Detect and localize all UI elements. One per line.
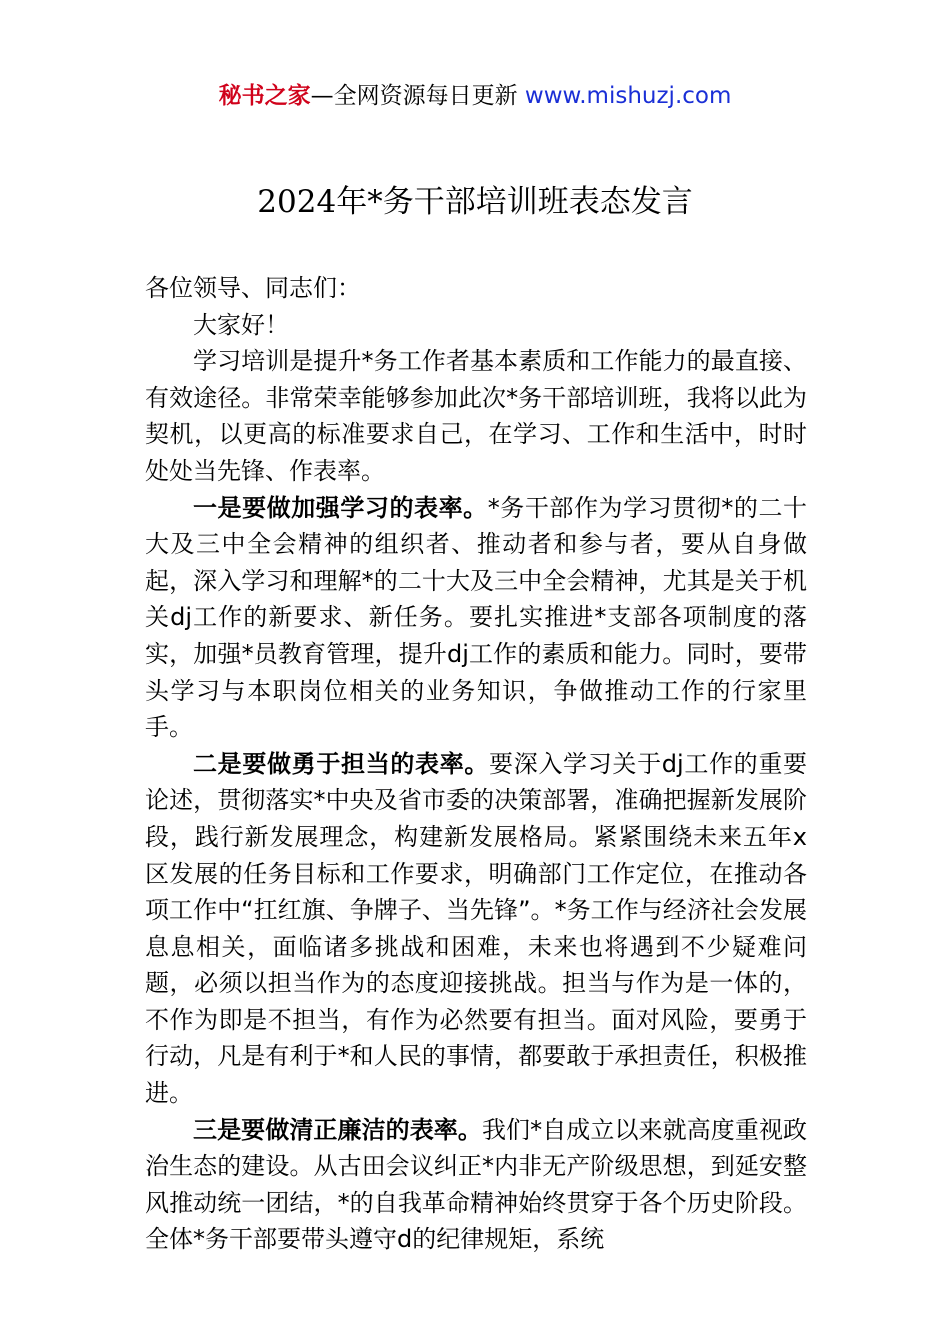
- site-header: [0, 78, 950, 114]
- greeting: 大家好！: [193, 310, 289, 339]
- paragraph-text: 我们*自成立以来就高度重视政治生态的建设。从古田会议纠正*内非无产阶级思想，到延安整风推动统一团结，*的自我革命精神始终贯穿于各个历史阶段。全体*务干部要带头遵守d的纪律规矩，系统: [145, 1115, 808, 1254]
- site-brand: 秘书之家: [218, 83, 311, 109]
- paragraph-responsibility: [145, 746, 807, 1112]
- paragraph-integrity: [145, 1112, 807, 1258]
- document-body: [145, 270, 807, 1258]
- paragraph-intro: [145, 343, 807, 489]
- paragraph-lead: 二是要做勇于担当的表率。: [193, 749, 490, 778]
- site-url-link[interactable]: www.mishuzj.com: [524, 83, 732, 109]
- site-tagline: —全网资源每日更新: [310, 83, 525, 109]
- paragraph-lead: 三是要做清正廉洁的表率。: [193, 1115, 482, 1144]
- paragraph-text: 要深入学习关于dj工作的重要论述，贯彻落实*中央及省市委的决策部署，准确把握新发展阶段，践行新发展理念，构建新发展格局。紧紧围绕未来五年x区发展的任务目标和工作要求，明确部门工作定位，在推动各项工作中“扛红旗、争牌子、当先锋”。*务工作与经济社会发展息息相关，面临诸多挑战和困难，未来也将遇到不少疑难问题，必须以担当作为的态度迎接挑战。担当与作为是一体的，不作为即是不担当，有作为必然要有担当。面对风险，要勇于行动，凡是有利于*和人民的事情，都要敢于承担责任，积极推进。: [145, 749, 807, 1108]
- paragraph-text: *务干部作为学习贯彻*的二十大及三中全会精神的组织者、推动者和参与者，要从自身做起，深入学习和理解*的二十大及三中全会精神，尤其是关于机关dj工作的新要求、新任务。要扎实推进*支部各项制度的落实，加强*员教育管理，提升dj工作的素质和能力。同时，要带头学习与本职岗位相关的业务知识，争做推动工作的行家里手。: [145, 493, 808, 742]
- salutation: 各位领导、同志们：: [145, 274, 361, 302]
- paragraph-text: 学习培训是提升*务工作者基本素质和工作能力的最直接、有效途径。非常荣幸能够参加此次*务干部培训班，我将以此为契机，以更高的标准要求自己，在学习、工作和生活中，时时处处当先锋、作表率。: [145, 347, 807, 485]
- document-title: 2024年*务干部培训班表态发言: [257, 184, 693, 220]
- paragraph-study: [145, 490, 807, 746]
- paragraph-lead: 一是要做加强学习的表率。: [193, 493, 488, 522]
